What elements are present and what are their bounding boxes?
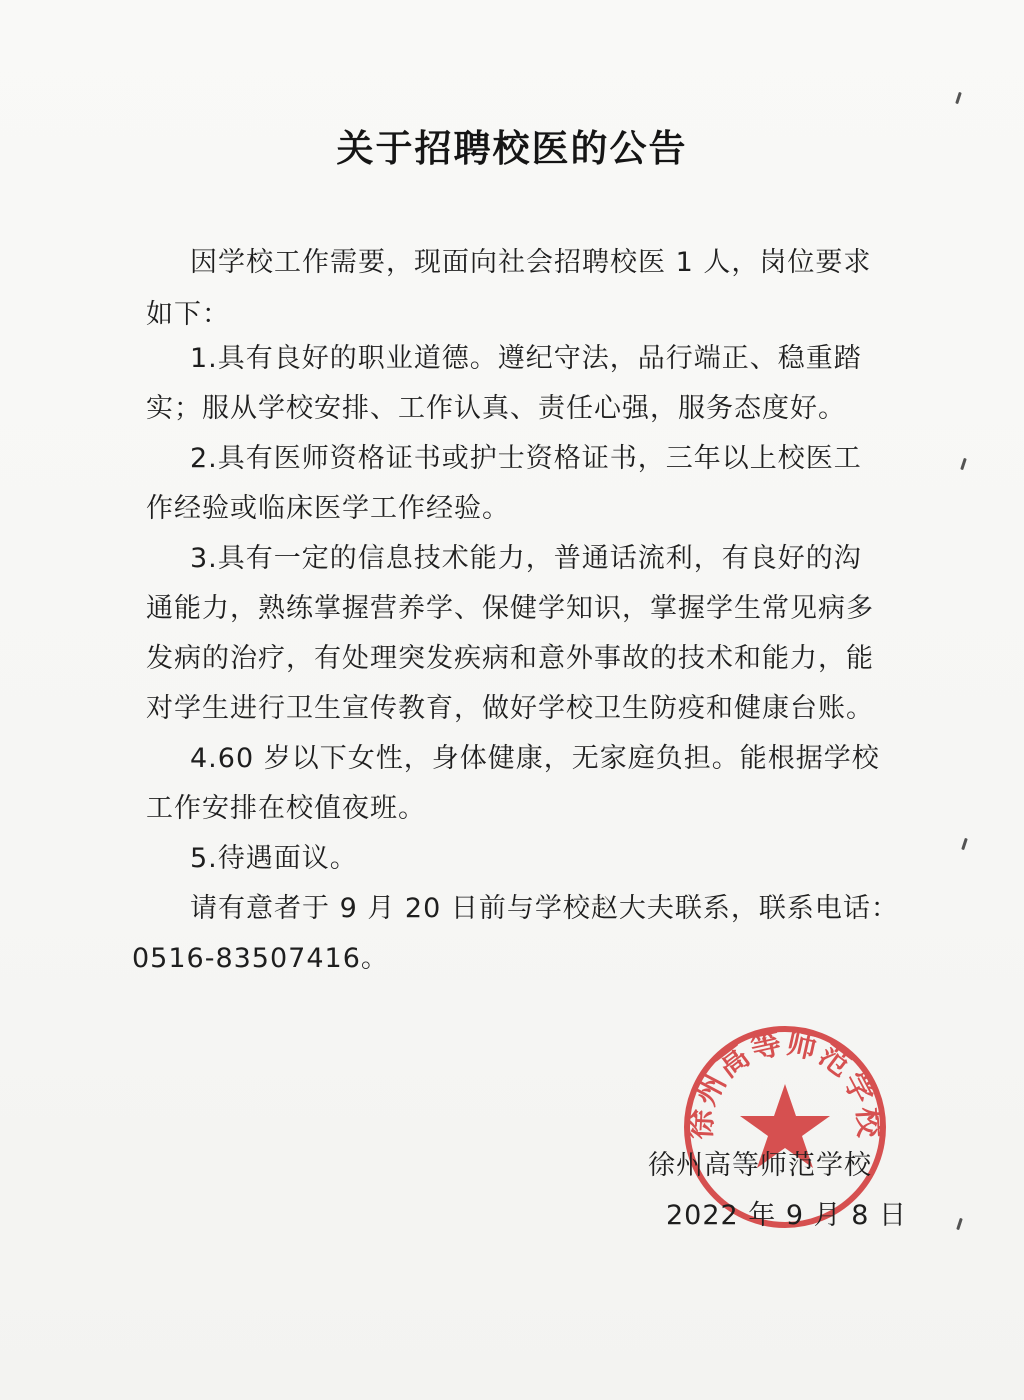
body-line-3: 1.具有良好的职业道德。遵纪守法，品行端正、稳重踏 (190, 343, 862, 374)
scan-speck (961, 838, 968, 850)
body-line-7: 3.具有一定的信息技术能力，普通话流利，有良好的沟 (190, 543, 862, 574)
page-title: 关于招聘校医的公告 (336, 126, 688, 170)
signature-organization: 徐州高等师范学校 (648, 1150, 872, 1181)
body-line-14: 请有意者于 9 月 20 日前与学校赵大夫联系，联系电话： (190, 893, 899, 924)
body-line-11: 4.60 岁以下女性，身体健康，无家庭负担。能根据学校 (190, 743, 880, 774)
body-line-4: 实；服从学校安排、工作认真、责任心强，服务态度好。 (146, 393, 846, 424)
scan-speck (960, 458, 967, 470)
body-line-1: 因学校工作需要，现面向社会招聘校医 1 人，岗位要求 (190, 247, 872, 278)
scan-speck (956, 1218, 963, 1230)
body-line-10: 对学生进行卫生宣传教育，做好学校卫生防疫和健康台账。 (146, 693, 874, 724)
scan-speck (955, 92, 962, 104)
body-line-5: 2.具有医师资格证书或护士资格证书，三年以上校医工 (190, 443, 862, 474)
body-line-9: 发病的治疗，有处理突发疾病和意外事故的技术和能力，能 (146, 643, 874, 674)
signature-date: 2022 年 9 月 8 日 (666, 1200, 907, 1231)
body-line-15: 0516-83507416。 (132, 943, 389, 974)
body-line-2: 如下： (146, 299, 230, 330)
body-line-12: 工作安排在校值夜班。 (146, 793, 426, 824)
body-line-6: 作经验或临床医学工作经验。 (146, 493, 510, 524)
seal-text: 徐州高等师范学校 (683, 1025, 887, 1141)
body-line-13: 5.待遇面议。 (190, 843, 358, 874)
body-line-8: 通能力，熟练掌握营养学、保健学知识，掌握学生常见病多 (146, 593, 874, 624)
